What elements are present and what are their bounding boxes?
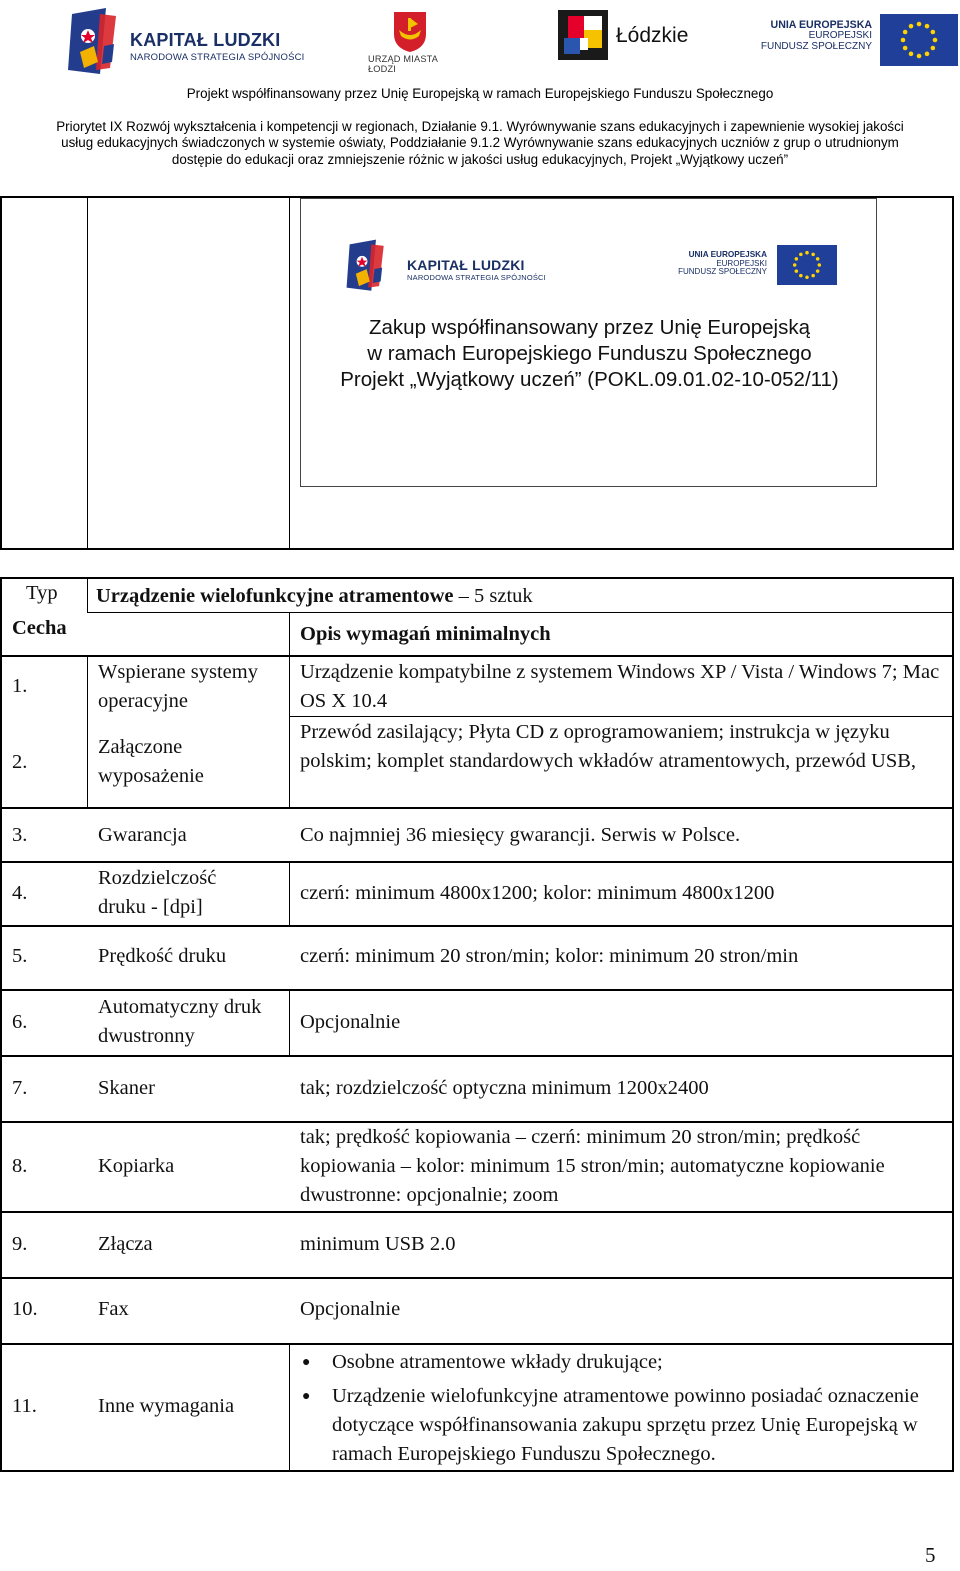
ue-line1: UNIA EUROPEJSKA xyxy=(770,19,872,31)
device-qty: – 5 sztuk xyxy=(458,585,533,607)
list-item: ● Urządzenie wielofunkcyjne atramentowe powinno posiadać oznaczenie dotyczące współfinansowania zakupu sprzętu przez Unię Europejską w ramach Europejskiego Funduszu Społecznego. xyxy=(300,1382,948,1469)
row-feature: Prędkość druku xyxy=(98,945,227,967)
sticker-kl-subtitle: NARODOWA STRATEGIA SPÓJNOŚCI xyxy=(407,273,546,282)
sticker-kl-title: KAPITAŁ LUDZKI xyxy=(407,257,525,273)
row-number: 5. xyxy=(12,945,28,967)
eu-flag-icon xyxy=(880,14,958,66)
row-description: Przewód zasilający; Płyta CD z oprogramowaniem; instrukcja w języku polskim; komplet standardowych wkładów atramentowych, przewód USB, xyxy=(300,721,917,772)
eu-star-icon xyxy=(795,257,799,261)
sticker-ue-line3: FUNDUSZ SPOŁECZNY xyxy=(678,267,767,276)
row-feature: Załączone wyposażenie xyxy=(98,736,204,787)
sticker-ue-line1: UNIA EUROPEJSKA xyxy=(688,250,767,259)
lodzkie-emblem-icon xyxy=(558,10,608,60)
row-feature: Wspierane systemy operacyjne xyxy=(98,661,258,712)
eu-star-icon xyxy=(799,253,803,257)
eu-star-icon xyxy=(909,24,914,29)
kapital-ludzki-title: KAPITAŁ LUDZKI xyxy=(130,30,281,50)
eu-star-icon xyxy=(811,253,815,257)
row-description: tak; rozdzielczość optyczna minimum 1200x2400 xyxy=(300,1077,709,1099)
urzad-miasta-lodzi-logo xyxy=(360,8,460,74)
ue-line3: FUNDUSZ SPOŁECZNY xyxy=(760,40,872,52)
sticker-text-line-3: Projekt „Wyjątkowy uczeń” (POKL.09.01.02-10-052/11) xyxy=(340,368,839,391)
eu-star-icon xyxy=(793,263,797,267)
device-name: Urządzenie wielofunkcyjne atramentowe xyxy=(96,585,454,607)
eu-star-icon xyxy=(795,269,799,273)
kapital-ludzki-emblem-icon xyxy=(66,6,128,78)
row-number: 3. xyxy=(12,824,28,846)
sticker-eu-flag-icon xyxy=(773,245,841,285)
kapital-ludzki-logo xyxy=(66,6,306,76)
sticker-label xyxy=(300,198,877,487)
eu-star-icon xyxy=(901,38,906,43)
eu-star-icon xyxy=(925,52,930,57)
eu-star-icon xyxy=(909,52,914,57)
eu-star-icon xyxy=(816,269,820,273)
eu-star-icon xyxy=(805,276,809,280)
opis-label: Opis wymagań minimalnych xyxy=(300,623,551,645)
row-description: Opcjonalnie xyxy=(300,1298,401,1320)
eu-star-icon xyxy=(931,46,936,51)
page-number: 5 xyxy=(925,1543,936,1567)
cofinance-line: Projekt współfinansowany przez Unię Europejską w ramach Europejskiego Funduszu Społecznego xyxy=(186,86,774,101)
eu-star-icon xyxy=(816,257,820,261)
row-description: Co najmniej 36 miesięcy gwarancji. Serwis w Polsce. xyxy=(300,824,741,846)
row-number: 8. xyxy=(12,1155,28,1177)
sticker-ue-line2: EUROPEJSKI xyxy=(716,258,767,268)
cecha-label: Cecha xyxy=(12,617,67,639)
row-number: 7. xyxy=(12,1077,28,1099)
row-number: 11. xyxy=(12,1395,37,1417)
eu-star-icon xyxy=(799,274,803,278)
row-description: czerń: minimum 20 stron/min; kolor: minimum 20 stron/min xyxy=(300,945,799,967)
row-description: czerń: minimum 4800x1200; kolor: minimum 4800x1200 xyxy=(300,882,775,904)
sticker-kapital-ludzki-emblem-icon xyxy=(345,235,393,297)
eu-star-icon xyxy=(917,54,922,59)
device-title xyxy=(96,582,533,611)
lodz-crest-icon xyxy=(390,10,430,52)
eu-star-icon xyxy=(818,263,822,267)
eu-star-icon xyxy=(811,274,815,278)
sticker-text-line-2: w ramach Europejskiego Funduszu Społecznego xyxy=(367,342,812,365)
row-description xyxy=(300,1348,948,1469)
sticker-text xyxy=(301,315,878,393)
priority-line-2: usług edukacyjnych świadczonych w systemie oświaty, Poddziałanie 9.1.2 Wyrównywanie szans edukacyjnych uczniów z grup o utrudnionym xyxy=(61,135,899,150)
row-number: 9. xyxy=(12,1233,28,1255)
eu-star-icon xyxy=(903,30,908,35)
row-feature: Złącza xyxy=(98,1233,153,1255)
row-number: 10. xyxy=(12,1298,38,1320)
eu-star-icon xyxy=(931,30,936,35)
priority-line-1: Priorytet IX Rozwój wykształcenia i kompetencji w regionach, Działanie 9.1. Wyrównywanie szans edukacyjnych i zapewnienie wysokiej jakości xyxy=(56,119,904,134)
row-description: minimum USB 2.0 xyxy=(300,1233,456,1255)
priority-line-3: dostępie do edukacji oraz zmniejszenie różnic w jakości usług edukacyjnych, Projekt „Wyjątkowy uczeń” xyxy=(171,152,789,167)
row-feature: Fax xyxy=(98,1298,129,1320)
row-feature: Inne wymagania xyxy=(98,1395,235,1417)
row-number: 6. xyxy=(12,1011,28,1033)
row-feature: Rozdzielczość druku - [dpi] xyxy=(98,867,217,918)
lodzkie-logo xyxy=(558,10,708,62)
row-number: 4. xyxy=(12,882,28,904)
eu-star-icon xyxy=(933,38,938,43)
lodzkie-label: Łódzkie xyxy=(616,24,689,47)
row-feature: Automatyczny druk dwustronny xyxy=(98,996,262,1047)
sticker-text-line-1: Zakup współfinansowany przez Unię Europejską xyxy=(369,316,810,339)
row-number: 1. xyxy=(12,675,28,697)
row-description: tak; prędkość kopiowania – czerń: minimum 20 stron/min; prędkość kopiowania – kolor: minimum 15 stron/min; automatyczne kopiowanie dwustronne: opcjonalnie; zoom xyxy=(300,1126,885,1206)
ue-line2: EUROPEJSKI xyxy=(808,30,872,42)
unia-europejska-logo xyxy=(760,14,958,66)
row-number: 2. xyxy=(12,751,28,773)
typ-label: Typ xyxy=(26,582,58,604)
row-description: Opcjonalnie xyxy=(300,1011,401,1033)
row-feature: Skaner xyxy=(98,1077,155,1099)
urzad-miasta-lodzi-label: URZĄD MIASTA ŁODZI xyxy=(368,54,438,74)
row-feature: Gwarancja xyxy=(98,824,187,846)
eu-star-icon xyxy=(805,251,809,255)
eu-star-icon xyxy=(903,46,908,51)
requirements-list xyxy=(300,1348,948,1469)
kapital-ludzki-subtitle: NARODOWA STRATEGIA SPÓJNOŚCI xyxy=(130,52,305,63)
row-description: Urządzenie kompatybilne z systemem Windows XP / Vista / Windows 7; Mac OS X 10.4 xyxy=(300,661,940,712)
list-item: ● Osobne atramentowe wkłady drukujące; xyxy=(300,1348,948,1377)
eu-star-icon xyxy=(917,22,922,27)
row-feature: Kopiarka xyxy=(98,1155,175,1177)
eu-star-icon xyxy=(925,24,930,29)
